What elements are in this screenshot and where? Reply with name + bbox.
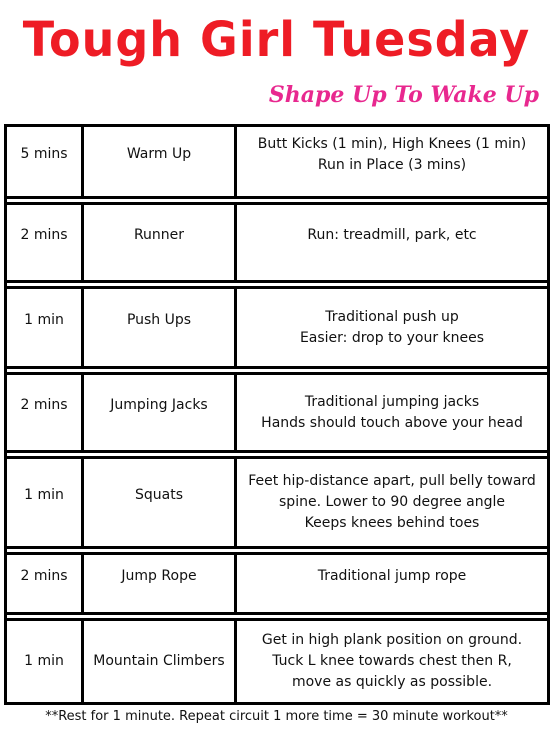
duration-cell: 5 mins	[6, 126, 83, 198]
description-text: Traditional jump rope	[317, 568, 467, 584]
description-cell	[236, 204, 549, 282]
description-text: Feet hip-distance apart, pull belly toward spine. Lower to 90 degree angle Keeps knees behind toes	[248, 473, 536, 531]
duration-cell: 2 mins	[6, 374, 83, 452]
duration-cell: 1 min	[6, 458, 83, 548]
table-row	[6, 620, 549, 704]
description-cell	[236, 288, 549, 368]
page-subtitle: Shape Up To Wake Up	[268, 82, 539, 108]
exercise-cell: Jump Rope	[83, 554, 236, 614]
description-cell	[236, 458, 549, 548]
description-text: Traditional push up Easier: drop to your knees	[299, 308, 485, 346]
footer-note: **Rest for 1 minute. Repeat circuit 1 more time = 30 minute workout**	[45, 709, 508, 724]
exercise-cell: Jumping Jacks	[83, 374, 236, 452]
description-text: Traditional jumping jacks Hands should touch above your head	[261, 393, 523, 431]
exercise-cell: Push Ups	[83, 288, 236, 368]
table-row	[6, 288, 549, 368]
table-row	[6, 126, 549, 198]
duration-cell: 1 min	[6, 288, 83, 368]
workout-table	[4, 124, 550, 705]
exercise-cell: Runner	[83, 204, 236, 282]
duration-cell: 2 mins	[6, 554, 83, 614]
duration-cell: 1 min	[6, 620, 83, 704]
duration-cell: 2 mins	[6, 204, 83, 282]
table-row	[6, 554, 549, 614]
exercise-cell: Mountain Climbers	[83, 620, 236, 704]
description-text: Get in high plank position on ground. Tuck L knee towards chest then R, move as quickly as possible.	[261, 632, 523, 690]
table-row	[6, 374, 549, 452]
table-row	[6, 204, 549, 282]
description-text: Run: treadmill, park, etc	[307, 227, 477, 243]
description-cell	[236, 554, 549, 614]
exercise-cell: Warm Up	[83, 126, 236, 198]
table-row	[6, 458, 549, 548]
exercise-cell: Squats	[83, 458, 236, 548]
description-text: Butt Kicks (1 min), High Knees (1 min) Run in Place (3 mins)	[257, 135, 527, 173]
description-cell	[236, 126, 549, 198]
page-title: Tough Girl Tuesday	[22, 10, 531, 68]
description-cell	[236, 374, 549, 452]
description-cell	[236, 620, 549, 704]
